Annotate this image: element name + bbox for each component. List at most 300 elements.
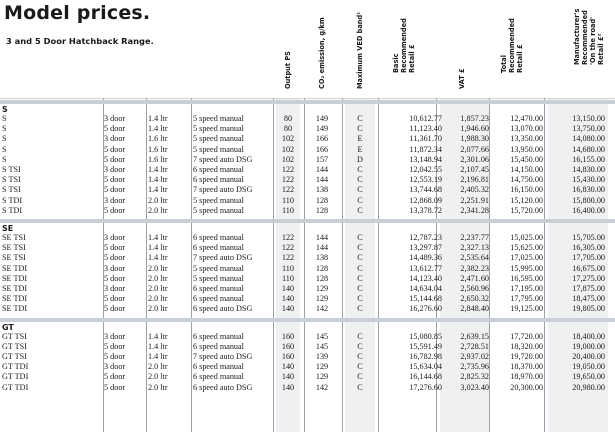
cell-otr-price: 16,400.00 [572,205,605,215]
group-band [0,100,615,104]
header-line: Output PS [284,51,292,89]
cell-doors: 5 door [104,341,126,351]
group-heading: GT [2,322,14,332]
cell-transmission: 5 speed manual [193,273,244,283]
cell-total-price: 20,300.00 [510,382,543,392]
header-ved-label [356,12,364,89]
cell-transmission: 6 speed manual [193,341,244,351]
cell-engine: 1.6 ltr [148,134,168,144]
cell-otr-price: 13,750.00 [572,124,605,134]
cell-transmission: 6 speed manual [193,243,244,253]
table-row [0,253,615,263]
cell-engine: 1.4 ltr [148,124,168,134]
cell-model: SE TSI [2,243,26,253]
cell-co2: 166 [315,144,329,154]
header-line: Maximum VED band¹ [356,11,364,89]
cell-engine: 1.4 ltr [148,165,168,174]
table-row [0,175,615,185]
cell-ved-band: C [357,382,363,392]
header-co2 [317,9,327,97]
cell-vat: 2,937.02 [460,352,489,361]
group-band [0,318,615,322]
cell-output-ps: 110 [282,273,294,283]
cell-engine: 2.0 ltr [148,304,168,314]
cell-engine: 1.4 ltr [148,352,168,361]
table-row [0,243,615,253]
cell-basic-price: 12,553.19 [409,175,442,185]
header-line: Manufacturer's [573,8,581,65]
cell-doors: 3 door [104,233,126,242]
cell-transmission: 7 speed auto DSG [193,352,253,361]
cell-co2: 138 [315,185,329,195]
cell-transmission: 5 speed manual [193,205,244,215]
cell-transmission: 6 speed manual [193,233,244,242]
cell-total-price: 15,720.00 [510,205,543,215]
cell-basic-price: 17,276.60 [409,382,442,392]
cell-otr-price: 20,400.00 [572,352,605,361]
cell-transmission: 6 speed manual [193,331,244,341]
cell-engine: 1.4 ltr [148,253,168,263]
cell-basic-price: 13,612.77 [409,263,442,273]
cell-model: GT TDI [2,372,29,382]
cell-model: S [2,124,7,134]
cell-otr-price: 17,705.00 [572,253,605,263]
page-title: Model prices. [4,2,151,24]
table-row [0,294,615,304]
cell-basic-price: 13,744.68 [409,185,442,195]
cell-engine: 1.4 ltr [148,243,168,253]
cell-engine: 1.4 ltr [148,341,168,351]
cell-doors: 5 door [104,382,126,392]
table-row [0,196,615,206]
table-row [0,233,615,243]
cell-otr-price: 16,155.00 [572,154,605,164]
cell-engine: 2.0 ltr [148,382,168,392]
cell-co2: 144 [315,165,329,174]
cell-model: SE TDI [2,263,28,273]
cell-output-ps: 122 [281,175,295,185]
cell-doors: 3 door [104,263,126,273]
cell-transmission: 6 speed auto DSG [193,304,253,314]
cell-doors: 5 door [104,352,126,361]
cell-vat: 2,650.32 [460,294,489,304]
cell-engine: 2.0 ltr [148,294,168,304]
cell-transmission: 5 speed manual [193,144,244,154]
cell-engine: 1.4 ltr [148,114,168,123]
cell-transmission: 6 speed manual [193,165,244,174]
cell-basic-price: 15,080.85 [409,331,442,341]
cell-ved-band: C [357,294,363,304]
cell-basic-price: 14,489.36 [409,253,442,263]
cell-model: S TSI [2,185,21,195]
cell-otr-price: 15,800.00 [572,195,605,205]
cell-ved-band: C [357,304,363,314]
cell-basic-price: 16,144.68 [409,372,442,382]
cell-ved-band: C [357,284,363,293]
cell-engine: 1.4 ltr [148,185,168,195]
cell-doors: 3 door [104,284,126,293]
cell-model: SE TDI [2,273,28,283]
cell-co2: 138 [315,253,329,263]
cell-basic-price: 12,868.09 [409,195,442,205]
cell-total-price: 19,125.00 [510,304,543,314]
cell-otr-price: 16,830.00 [572,185,605,195]
cell-engine: 1.4 ltr [148,233,168,242]
cell-engine: 1.4 ltr [148,331,168,341]
cell-model: S TDI [2,205,23,215]
cell-total-price: 18,370.00 [510,362,543,372]
cell-doors: 3 door [104,134,126,144]
cell-vat: 2,077.66 [460,144,489,154]
cell-transmission: 6 speed auto DSG [193,382,253,392]
table-row [0,165,615,175]
table-row [0,134,615,144]
cell-model: SE TDI [2,304,28,314]
header-otr-label [573,9,605,65]
cell-output-ps: 102 [281,134,295,144]
cell-output-ps: 122 [281,185,295,195]
cell-doors: 5 door [104,304,126,314]
header-total-label [500,18,524,73]
cell-doors: 3 door [104,114,126,123]
cell-otr-price: 19,805.00 [572,304,605,314]
cell-total-price: 15,625.00 [510,243,543,253]
header-ps [283,9,293,97]
cell-output-ps: 110 [282,195,294,205]
cell-vat: 2,471.60 [460,273,489,283]
header-line: CO₂ emission, g/km [318,17,326,89]
header-line: Recommended [508,18,516,73]
cell-total-price: 13,950.00 [510,144,543,154]
header-basic [392,9,416,97]
cell-total-price: 13,070.00 [510,124,543,134]
cell-basic-price: 11,361.70 [409,134,442,144]
cell-doors: 5 door [104,205,126,215]
table-row [0,332,615,342]
cell-co2: 129 [315,372,329,382]
cell-model: S [2,114,7,123]
cell-output-ps: 140 [281,382,295,392]
cell-model: S [2,154,7,164]
cell-doors: 5 door [104,185,126,195]
cell-otr-price: 16,675.00 [572,263,605,273]
cell-doors: 5 door [104,175,126,185]
cell-basic-price: 11,872.34 [409,144,442,154]
cell-doors: 3 door [104,195,126,205]
cell-ved-band: C [357,233,363,242]
cell-otr-price: 15,430.00 [572,175,605,185]
cell-basic-price: 15,591.49 [409,341,442,351]
cell-ved-band: C [357,331,363,341]
cell-vat: 2,825.32 [460,372,489,382]
cell-basic-price: 12,042.55 [409,165,442,174]
cell-otr-price: 13,150.00 [572,114,605,123]
cell-ved-band: C [357,341,363,351]
cell-transmission: 5 speed manual [193,263,244,273]
cell-vat: 2,237.77 [460,233,489,242]
table-row [0,124,615,134]
cell-model: S TSI [2,165,21,174]
cell-model: S [2,134,7,144]
cell-engine: 2.0 ltr [148,205,168,215]
cell-vat: 2,735.96 [460,362,489,372]
cell-transmission: 6 speed manual [193,175,244,185]
header-ps-label [284,51,292,89]
cell-output-ps: 80 [283,124,293,134]
cell-otr-price: 19,000.00 [572,341,605,351]
header-line: 'On the road' [589,16,597,65]
cell-model: S [2,144,7,154]
cell-basic-price: 10,612.77 [409,114,442,123]
cell-co2: 145 [315,331,329,341]
cell-doors: 5 door [104,144,126,154]
header-total [500,9,524,97]
cell-co2: 149 [315,124,329,134]
cell-co2: 129 [315,362,329,372]
cell-otr-price: 19,050.00 [572,362,605,372]
cell-transmission: 6 speed manual [193,294,244,304]
cell-otr-price: 17,875.00 [572,284,605,293]
cell-model: SE TSI [2,233,26,242]
cell-co2: 149 [315,114,329,123]
cell-doors: 3 door [104,165,126,174]
cell-transmission: 5 speed manual [193,114,244,123]
cell-vat: 2,107.45 [460,165,489,174]
header-line: VAT £ [458,68,466,89]
cell-total-price: 13,350.00 [510,134,543,144]
table-row [0,185,615,195]
cell-output-ps: 140 [281,362,295,372]
header-line: Retail £² [597,33,605,65]
cell-engine: 2.0 ltr [148,273,168,283]
cell-ved-band: C [357,253,363,263]
table-row [0,274,615,284]
cell-transmission: 6 speed manual [193,372,244,382]
cell-output-ps: 160 [281,331,295,341]
cell-total-price: 12,470.00 [510,114,543,123]
header-line: Retail £ [516,44,524,73]
cell-otr-price: 14,080.00 [572,134,605,144]
cell-total-price: 14,150.00 [510,165,543,174]
cell-ved-band: C [357,243,363,253]
cell-doors: 5 door [104,253,126,263]
cell-doors: 3 door [104,362,126,372]
cell-output-ps: 122 [281,165,295,174]
cell-output-ps: 140 [281,372,295,382]
cell-model: SE TDI [2,294,28,304]
cell-transmission: 6 speed manual [193,362,244,372]
cell-ved-band: D [357,154,363,164]
page-subtitle: 3 and 5 Door Hatchback Range. [6,36,154,46]
cell-doors: 5 door [104,294,126,304]
cell-engine: 1.4 ltr [148,175,168,185]
cell-otr-price: 16,305.00 [572,243,605,253]
cell-model: GT TDI [2,382,29,392]
header-line: Recommended [400,18,408,73]
table-row [0,372,615,382]
cell-output-ps: 140 [281,294,295,304]
cell-total-price: 17,195.00 [510,284,543,293]
cell-transmission: 7 speed auto DSG [193,185,253,195]
cell-co2: 157 [315,154,329,164]
cell-engine: 1.6 ltr [148,154,168,164]
cell-basic-price: 11,123.40 [409,124,442,134]
header-line: Total [500,54,508,73]
header-basic-label [392,18,416,73]
cell-vat: 1,857.23 [460,114,489,123]
cell-output-ps: 110 [282,205,294,215]
cell-model: GT TSI [2,341,27,351]
cell-otr-price: 18,400.00 [572,331,605,341]
cell-model: SE TSI [2,253,26,263]
cell-co2: 144 [315,233,329,242]
cell-transmission: 5 speed manual [193,134,244,144]
cell-total-price: 16,595.00 [510,273,543,283]
cell-vat: 1,946.60 [460,124,489,134]
group-heading: SE [2,224,14,233]
cell-co2: 128 [315,273,329,283]
cell-model: S TDI [2,195,23,205]
cell-otr-price: 15,705.00 [572,233,605,242]
cell-basic-price: 12,787.23 [409,233,442,242]
cell-ved-band: C [357,362,363,372]
cell-engine: 1.6 ltr [148,144,168,154]
header-vat [457,9,467,97]
cell-engine: 2.0 ltr [148,284,168,293]
cell-vat: 2,341.28 [460,205,489,215]
cell-basic-price: 15,144.68 [409,294,442,304]
cell-otr-price: 19,650.00 [572,372,605,382]
cell-otr-price: 17,275.00 [572,273,605,283]
cell-transmission: 7 speed auto DSG [193,154,253,164]
cell-engine: 2.0 ltr [148,362,168,372]
header-vat-label [458,68,466,89]
cell-transmission: 7 speed auto DSG [193,253,253,263]
cell-basic-price: 15,634.04 [409,362,442,372]
cell-vat: 2,728.51 [460,341,489,351]
cell-ved-band: C [357,185,363,195]
group-band [0,219,615,223]
cell-total-price: 14,750.00 [510,175,543,185]
header-line: Retail £ [408,44,416,73]
cell-otr-price: 14,680.00 [572,144,605,154]
cell-vat: 2,535.64 [460,253,489,263]
header-line: Recommended [581,10,589,65]
cell-vat: 2,301.06 [460,154,489,164]
cell-ved-band: C [357,114,363,123]
cell-co2: 144 [315,175,329,185]
cell-basic-price: 14,123.40 [409,273,442,283]
cell-output-ps: 122 [281,233,295,242]
cell-total-price: 17,025.00 [510,253,543,263]
cell-transmission: 5 speed manual [193,195,244,205]
table-row [0,284,615,294]
cell-co2: 129 [315,284,329,293]
header-ved [355,9,365,97]
table-row [0,155,615,165]
cell-output-ps: 80 [283,114,293,123]
table-row [0,206,615,216]
cell-doors: 5 door [104,154,126,164]
cell-co2: 129 [315,294,329,304]
cell-ved-band: E [357,144,363,154]
table-row [0,383,615,393]
cell-total-price: 17,720.00 [510,331,543,341]
cell-output-ps: 122 [281,253,295,263]
cell-output-ps: 160 [281,341,295,351]
header-divider [0,98,615,99]
cell-total-price: 18,320.00 [510,341,543,351]
cell-total-price: 19,720.00 [510,352,543,361]
cell-co2: 142 [315,304,329,314]
table-row [0,352,615,362]
cell-ved-band: C [357,263,363,273]
cell-co2: 142 [315,382,329,392]
cell-co2: 128 [315,205,329,215]
cell-ved-band: E [357,134,363,144]
cell-vat: 2,251.91 [460,195,489,205]
cell-total-price: 18,970.00 [510,372,543,382]
cell-vat: 2,196.81 [460,175,489,185]
cell-co2: 144 [315,243,329,253]
header-line: Basic [392,53,400,73]
cell-co2: 128 [315,195,329,205]
cell-doors: 5 door [104,243,126,253]
cell-total-price: 16,150.00 [510,185,543,195]
cell-transmission: 5 speed manual [193,124,244,134]
cell-ved-band: C [357,175,363,185]
cell-total-price: 15,995.00 [510,263,543,273]
table-row [0,264,615,274]
cell-total-price: 15,120.00 [510,195,543,205]
cell-ved-band: C [357,273,363,283]
table-row [0,145,615,155]
cell-model: GT TDI [2,362,29,372]
cell-ved-band: C [357,352,363,361]
cell-output-ps: 140 [281,284,295,293]
cell-otr-price: 20,980.00 [572,382,605,392]
cell-output-ps: 140 [281,304,295,314]
cell-vat: 2,382.23 [460,263,489,273]
table-row [0,114,615,124]
cell-total-price: 15,025.00 [510,233,543,242]
cell-vat: 2,327.13 [460,243,489,253]
cell-model: SE TDI [2,284,28,293]
cell-basic-price: 13,378.72 [409,205,442,215]
cell-output-ps: 160 [281,352,295,361]
cell-output-ps: 102 [281,154,295,164]
cell-transmission: 6 speed manual [193,284,244,293]
cell-basic-price: 13,148.94 [409,154,442,164]
cell-otr-price: 14,830.00 [572,165,605,174]
header-co2-label [318,17,326,89]
cell-doors: 5 door [104,273,126,283]
header-otr [568,8,605,97]
cell-doors: 5 door [104,372,126,382]
cell-output-ps: 102 [281,144,295,154]
cell-engine: 2.0 ltr [148,195,168,205]
cell-ved-band: C [357,372,363,382]
cell-model: GT TSI [2,331,27,341]
cell-model: S TSI [2,175,21,185]
cell-ved-band: C [357,195,363,205]
cell-vat: 1,988.30 [460,134,489,144]
group-heading: S [2,105,8,114]
cell-model: GT TSI [2,352,27,361]
cell-output-ps: 122 [281,243,295,253]
cell-co2: 145 [315,341,329,351]
cell-vat: 2,405.32 [460,185,489,195]
